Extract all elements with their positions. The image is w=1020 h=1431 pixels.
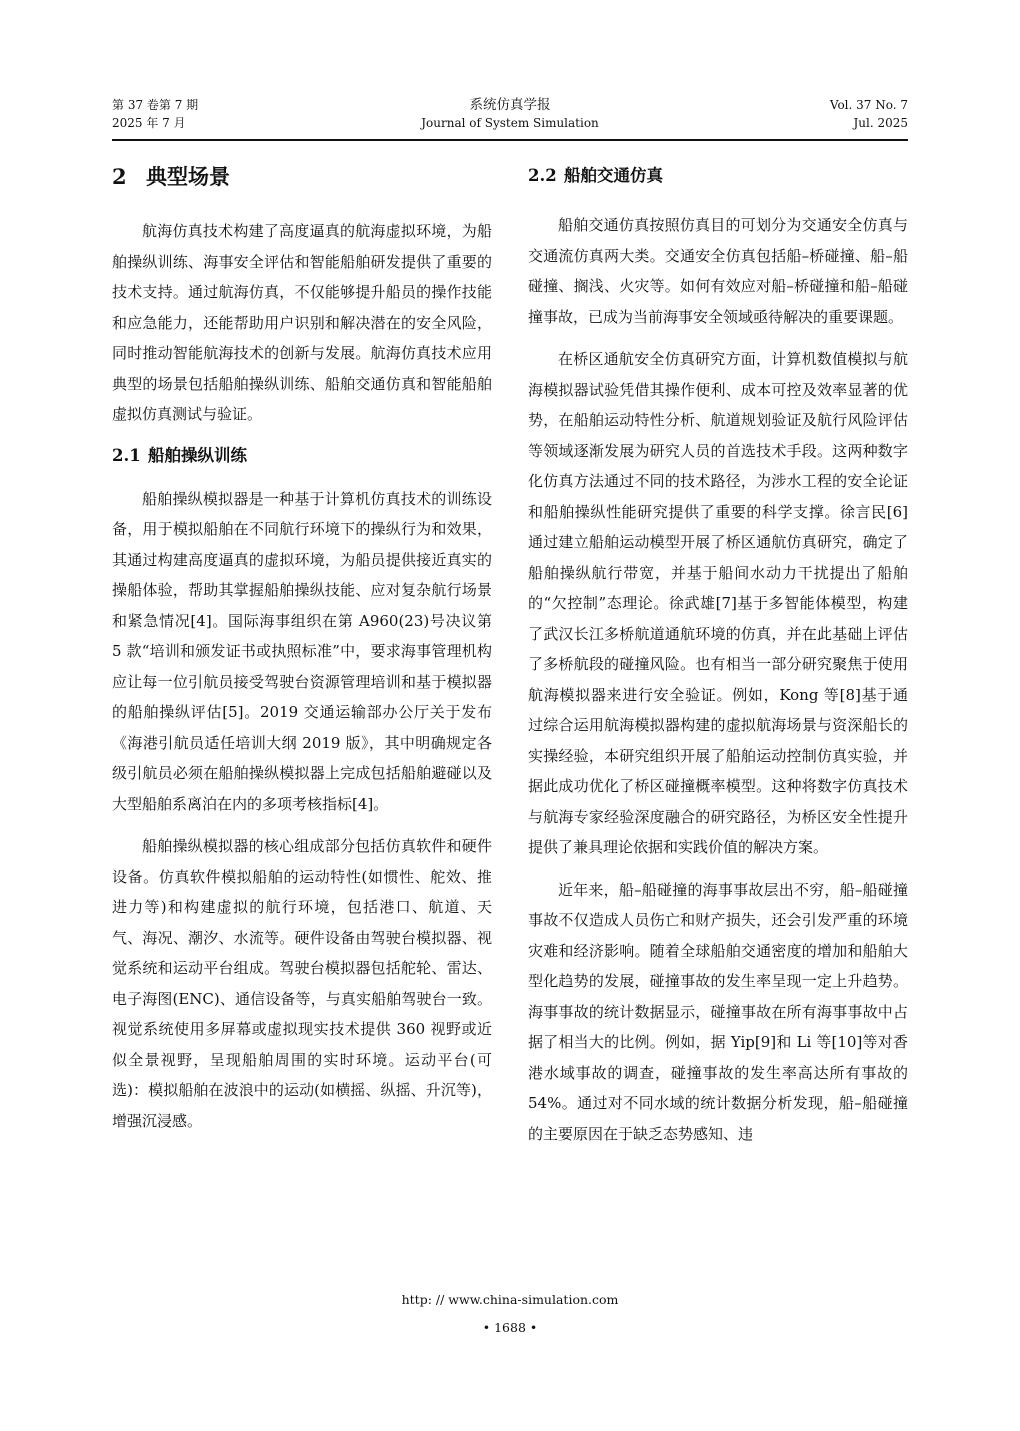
paragraph: 在桥区通航安全仿真研究方面，计算机数值模拟与航海模拟器试验凭借其操作便利、成本可控及效率显著的优势，在船舶运动特性分析、航道规划验证及航行风险评估等领域逐渐发展为研究人员的首选技术手段。这两种数字化仿真方法通过不同的技术路径，为涉水工程的安全论证和船舶操纵性能研究提供了重要的科学支撑。徐言民[6]通过建立船舶运动模型开展了桥区通航仿真研究，确定了船舶操纵航行带宽，并基于船间水动力干扰提出了船舶的“欠控制”态理论。徐武雄[7]基于多智能体模型，构建了武汉长江多桥航道通航环境的仿真，并在此基础上评估了多桥航段的碰撞风险。也有相当一部分研究聚焦于使用航海模拟器来进行安全验证。例如，Kong 等[8]基于通过综合运用航海模拟器构建的虚拟航海场景与资深船长的实操经验，本研究组织开展了船舶运动控制仿真实验，并据此成功优化了桥区碰撞概率模型。这种将数字仿真技术与航海专家经验深度融合的研究路径，为桥区安全性提升提供了兼具理论依据和实践价值的解决方案。 bbox=[528, 350, 908, 856]
paragraph: 船舶操纵模拟器是一种基于计算机仿真技术的训练设备，用于模拟船舶在不同航行环境下的操纵行为和效果，其通过构建高度逼真的虚拟环境，为船员提供接近真实的操船体验，帮助其掌握船舶操纵技能、应对复杂航行场景和紧急情况[4]。国际海事组织在第 A960(23)号决议第 5 款“培训和颁发证书或执照标准”中，要求海事管理机构应让每一位引航员接受驾驶台资源管理培训和基于模拟器的船舶操纵评估[5]。2019 交通运输部办公厅关于发布《海港引航员适任培训大纲 2019 版》，其中明确规定各级引航员必须在船舶操纵模拟器上完成包括船舶避碰以及大型船舶系离泊在内的多项考核指标[4]。 bbox=[112, 489, 492, 813]
date-en: Jul. 2025 bbox=[853, 116, 908, 130]
paragraph: 船舶交通仿真按照仿真目的可划分为交通安全仿真与交通流仿真两大类。交通安全仿真包括船–桥碰撞、船–船碰撞、搁浅、火灾等。如何有效应对船–桥碰撞和船–船碰撞事故，已成为当前海事安全领域亟待解决的重要课题。 bbox=[528, 216, 908, 326]
subsection-title: 船舶操纵训练 bbox=[148, 445, 247, 465]
header-rule bbox=[112, 139, 908, 141]
footer-url[interactable]: http: // www.china-simulation.com bbox=[401, 1292, 619, 1307]
left-column bbox=[112, 158, 492, 1148]
section-number: 2 bbox=[112, 164, 127, 189]
volume-issue-cn: 第 37 卷第 7 期 bbox=[112, 98, 199, 112]
subsection-number: 2.2 bbox=[528, 166, 557, 185]
subsection-title: 船舶交通仿真 bbox=[564, 166, 663, 185]
journal-name-en: Journal of System Simulation bbox=[421, 116, 599, 130]
subsection-heading-2-2 bbox=[528, 162, 908, 190]
right-column bbox=[528, 158, 908, 1161]
page-header bbox=[112, 96, 908, 140]
paragraph: 船舶操纵模拟器的核心组成部分包括仿真软件和硬件设备。仿真软件模拟船舶的运动特性(如惯性、舵效、推进力等)和构建虚拟的航行环境，包括港口、航道、天气、海况、潮汐、水流等。硬件设备由驾驶台模拟器、视觉系统和运动平台组成。驾驶台模拟器包括舵轮、雷达、电子海图(ENC)、通信设备等，与真实船舶驾驶台一致。视觉系统使用多屏幕或虚拟现实技术提供 360 视野或近似全景视野，呈现船舶周围的实时环境。运动平台(可选)：模拟船舶在波浪中的运动(如横摇、纵摇、升沉等)，增强沉浸感。 bbox=[112, 837, 492, 1130]
section-title: 典型场景 bbox=[146, 164, 230, 189]
paragraph: 近年来，船–船碰撞的海事事故层出不穷，船–船碰撞事故不仅造成人员伤亡和财产损失，还会引发严重的环境灾难和经济影响。随着全球船舶交通密度的增加和船舶大型化趋势的发展，碰撞事故的发生率呈现一定上升趋势。海事事故的统计数据显示，碰撞事故在所有海事事故中占据了相当大的比例。例如，据 Yip[9]和 Li 等[10]等对香港水域事故的调查，碰撞事故的发生率高达所有事故的 54%。通过对不同水域的统计数据分析发现，船–船碰撞的主要原因在于缺乏态势感知、违 bbox=[528, 880, 908, 1143]
journal-issue-en bbox=[830, 96, 908, 132]
journal-name-cn: 系统仿真学报 bbox=[469, 97, 551, 113]
subsection-number: 2.1 bbox=[112, 445, 141, 465]
page-number: • 1688 • bbox=[482, 1320, 538, 1335]
intro-paragraph: 航海仿真技术构建了高度逼真的航海虚拟环境，为船舶操纵训练、海事安全评估和智能船舶研发提供了重要的技术支持。通过航海仿真，不仅能够提升船员的操作技能和应急能力，还能帮助用户识别和解决潜在的安全风险，同时推动智能航海技术的创新与发展。航海仿真技术应用典型的场景包括船舶操纵训练、船舶交通仿真和智能船舶虚拟仿真测试与验证。 bbox=[112, 222, 492, 423]
section-heading bbox=[112, 162, 492, 192]
date-cn: 2025 年 7 月 bbox=[112, 116, 186, 130]
subsection-heading-2-1 bbox=[112, 442, 492, 470]
journal-name bbox=[112, 96, 908, 132]
volume-issue-en: Vol. 37 No. 7 bbox=[829, 98, 908, 112]
